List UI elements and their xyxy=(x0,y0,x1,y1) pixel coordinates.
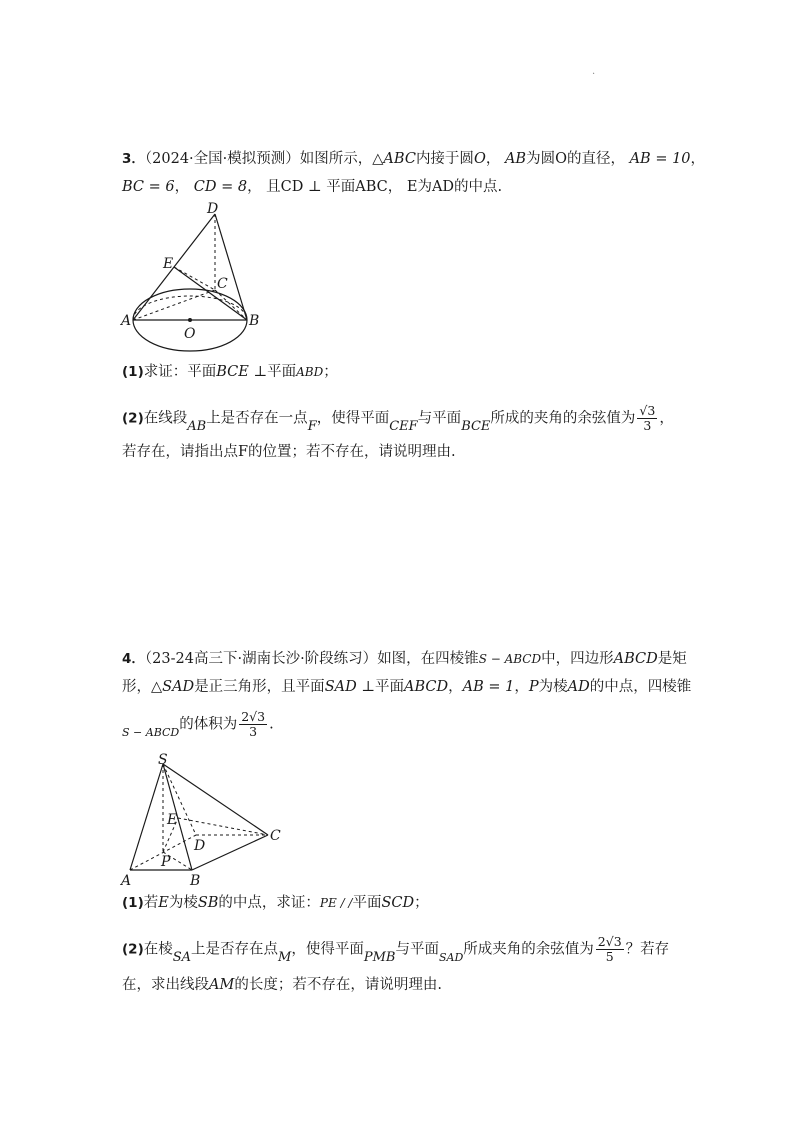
edge-db xyxy=(215,214,247,320)
text: 在线段 xyxy=(143,410,188,427)
text: ？若存 xyxy=(625,941,670,958)
edge-sa xyxy=(130,764,163,870)
math-abd: ABD xyxy=(296,365,324,379)
problem4-source: （23-24高三下·湖南长沙·阶段练习） xyxy=(144,651,378,667)
math-pyramid: S − ABCD xyxy=(122,725,180,739)
math-ad: AD xyxy=(567,679,590,695)
text: 如图所示， xyxy=(299,151,373,167)
label-a: A xyxy=(121,313,132,329)
problem4-line2 xyxy=(122,676,691,698)
text: 中，四边形 xyxy=(541,651,614,667)
math-pe: PE / / xyxy=(319,896,353,910)
part-number: (1) xyxy=(122,364,144,380)
label-b: B xyxy=(249,313,260,329)
text: 与平面 xyxy=(417,410,462,427)
label-c: C xyxy=(270,828,281,844)
label-d: D xyxy=(207,201,219,217)
part-number: (2) xyxy=(122,941,144,958)
text: 的中点，四棱锥 xyxy=(589,679,692,695)
label-c: C xyxy=(217,276,228,292)
center-point xyxy=(188,318,192,322)
problem4-figure xyxy=(118,752,288,888)
math-ab: AB xyxy=(187,418,207,434)
problem3-part2-line2 xyxy=(122,441,456,463)
math-abcd: ABCD xyxy=(403,679,449,695)
label-p: P xyxy=(161,854,171,870)
text: ； xyxy=(323,364,338,380)
fraction-numerator: 2√3 xyxy=(597,934,622,949)
text: 是正三角形，且平面 xyxy=(194,679,325,695)
text: ， xyxy=(514,679,529,695)
label-d: D xyxy=(194,838,206,854)
label-e: E xyxy=(167,812,178,828)
math-cef: CEF xyxy=(389,418,418,434)
edge-eb xyxy=(174,267,247,320)
text: 的长度；若不存在，请说明理由. xyxy=(234,977,442,993)
math-am: AM xyxy=(209,977,235,993)
fraction xyxy=(239,710,267,739)
math-sad: SAD xyxy=(438,950,464,964)
text: 与平面 xyxy=(395,941,439,958)
edge-sc xyxy=(163,764,268,835)
text: 求证：平面 xyxy=(143,364,217,380)
text: 为棱 xyxy=(168,895,198,911)
math-scd: SCD xyxy=(381,895,415,911)
text: 在棱 xyxy=(143,941,173,958)
fraction-denominator: 3 xyxy=(643,418,652,433)
math-abcd: ABCD xyxy=(613,651,658,667)
math-m: M xyxy=(278,949,292,965)
text: 平面 xyxy=(267,364,297,380)
problem4-part2-line2 xyxy=(122,974,442,996)
math-o: O xyxy=(473,151,486,167)
math-e: E xyxy=(158,895,169,911)
problem3-line2: BC = 6， CD = 8， 且CD ⊥ 平面ABC， E为AD的中点. xyxy=(122,179,503,195)
edge-ec-dash xyxy=(174,267,215,290)
math-ab-eq: AB = 10 xyxy=(629,151,691,167)
label-e: E xyxy=(163,256,174,272)
fraction-numerator: 2√3 xyxy=(241,709,266,724)
math-pyramid: S − ABCD xyxy=(478,652,542,666)
text: 上是否存在一点 xyxy=(206,410,308,427)
text: 在，求出线段 xyxy=(122,977,209,993)
problem4-line3 xyxy=(122,710,274,739)
math-bce: BCE xyxy=(461,418,491,434)
math-bc-eq: BC = 6 xyxy=(122,179,175,195)
fraction xyxy=(596,935,624,964)
label-a: A xyxy=(121,873,132,888)
text: . xyxy=(269,716,274,733)
part-number: (1) xyxy=(122,895,144,911)
text: 上是否存在点 xyxy=(191,941,279,958)
math-sad: SAD ⊥ xyxy=(324,679,375,695)
math-sb: SB xyxy=(197,895,219,911)
text: ， xyxy=(448,679,463,695)
math-sa: SA xyxy=(172,949,192,965)
part-number: (2) xyxy=(122,410,144,427)
math-e-mid: E为AD的中点. xyxy=(406,179,503,195)
text: 的中点，求证： xyxy=(218,895,320,911)
text: 平面 xyxy=(352,895,382,911)
problem4-line1 xyxy=(122,648,687,670)
math-pmb: PMB xyxy=(363,949,396,965)
math-p: P xyxy=(528,679,539,695)
page-marker: . xyxy=(592,66,596,77)
text: ， xyxy=(485,151,501,167)
problem3-source: （2024·全国·模拟预测） xyxy=(144,151,300,167)
math-ab-eq: AB = 1 xyxy=(462,679,515,695)
problem4-number: 4． xyxy=(122,651,145,667)
text: 如图，在四棱锥 xyxy=(377,651,479,667)
text: 为棱 xyxy=(538,679,568,695)
label-s: S xyxy=(158,752,168,768)
problem4-part1 xyxy=(122,892,429,914)
math-triangle: △ABC xyxy=(372,151,416,167)
fraction-denominator: 5 xyxy=(605,949,614,964)
text: 所成的夹角的余弦值为 xyxy=(490,410,636,427)
math-f: F xyxy=(307,418,317,434)
problem3-figure xyxy=(118,200,268,360)
text: 为圆O的直径， xyxy=(526,151,625,167)
problem3-line1 xyxy=(122,148,705,170)
fraction-denominator: 3 xyxy=(249,724,258,739)
text: ，使得平面 xyxy=(316,410,390,427)
problem3-part1 xyxy=(122,361,338,383)
problem3-number: 3． xyxy=(122,151,145,167)
text: 是矩 xyxy=(657,651,687,667)
text: 内接于圆 xyxy=(415,151,474,167)
text: ， xyxy=(690,151,706,167)
problem3-part2 xyxy=(122,404,674,433)
label-o: O xyxy=(184,326,196,342)
math-cd-eq: CD = 8 xyxy=(193,179,248,195)
text: ， xyxy=(659,410,674,427)
fraction xyxy=(637,404,657,433)
math-sad-tri: △SAD xyxy=(151,679,195,695)
math-cd-perp: 且CD ⊥ 平面ABC xyxy=(266,179,388,195)
math-ab: AB xyxy=(504,151,527,167)
text: 的体积为 xyxy=(179,716,238,733)
label-b: B xyxy=(190,873,201,888)
text: ； xyxy=(414,895,429,911)
text: 形， xyxy=(122,679,151,695)
text: ，使得平面 xyxy=(291,941,364,958)
text: 若存在，请指出点F的位置；若不存在，请说明理由. xyxy=(122,444,456,460)
text: 平面 xyxy=(374,679,404,695)
math-bce: BCE ⊥ xyxy=(216,364,268,380)
problem4-part2 xyxy=(122,935,669,964)
fraction-numerator: √3 xyxy=(639,403,656,418)
text: 若 xyxy=(143,895,159,911)
text: 所成夹角的余弦值为 xyxy=(463,941,594,958)
